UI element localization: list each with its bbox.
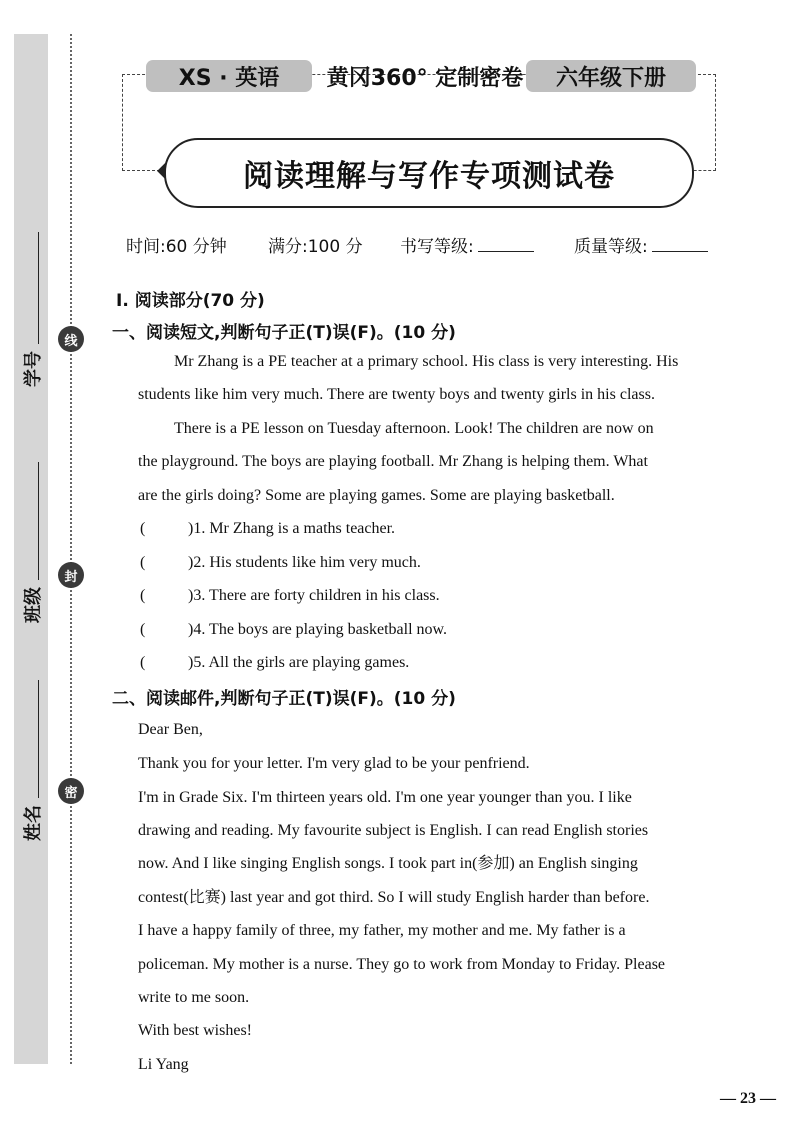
answer-blank[interactable]: ( xyxy=(140,520,146,537)
passage-line: There is a PE lesson on Tuesday afternoon. Look! The children are now on xyxy=(174,420,654,437)
letter-line: policeman. My mother is a nurse. They go to work from Monday to Friday. Please xyxy=(138,956,666,973)
answer-blank[interactable]: ( xyxy=(140,554,146,571)
writing-grade xyxy=(400,232,534,257)
question-text: The boys are playing basketball now. xyxy=(209,621,448,638)
seal-seal-mark: 封 xyxy=(58,562,84,588)
question-item xyxy=(140,553,421,573)
passage-line: are the girls doing? Some are playing games. Some are playing basketball. xyxy=(138,487,615,504)
question-number: )4. xyxy=(188,621,206,638)
quality-grade xyxy=(574,232,708,257)
letter-line: now. And I like singing English songs. I took part in(参加) an English singing xyxy=(138,855,638,872)
student-no-label: 学号 xyxy=(23,351,44,387)
question-item xyxy=(140,586,440,606)
section1-heading: 一、阅读短文,判断句子正(T)误(F)。(10 分) xyxy=(112,323,456,343)
class-label: 班级 xyxy=(23,587,44,623)
seal-secret-mark: 密 xyxy=(58,778,84,804)
time-info: 时间:60 分钟 xyxy=(126,237,227,257)
page-number: — 23 — xyxy=(720,1090,776,1107)
question-text: All the girls are playing games. xyxy=(208,654,410,671)
question-text: There are forty children in his class. xyxy=(209,587,440,604)
letter-line: With best wishes! xyxy=(138,1022,253,1039)
question-text: His students like him very much. xyxy=(209,554,421,571)
question-item xyxy=(140,519,395,539)
student-no-field[interactable] xyxy=(38,232,39,344)
letter-line: Thank you for your letter. I'm very glad to be your penfriend. xyxy=(138,755,530,772)
part1-heading: Ⅰ. 阅读部分(70 分) xyxy=(116,291,265,311)
letter-line: I have a happy family of three, my father, my mother and me. My father is a xyxy=(138,922,626,939)
page-title: 阅读理解与写作专项测试卷 xyxy=(164,138,694,208)
seal-line-mark: 线 xyxy=(58,326,84,352)
question-item xyxy=(140,620,447,640)
question-number: )2. xyxy=(188,554,206,571)
letter-line: drawing and reading. My favourite subject is English. I can read English stories xyxy=(138,822,649,839)
question-number: )1. xyxy=(188,520,206,537)
name-label: 姓名 xyxy=(23,805,44,841)
letter-line: I'm in Grade Six. I'm thirteen years old. I'm one year younger than you. I like xyxy=(138,789,632,806)
series-name: 黄冈360° 定制密卷 xyxy=(326,65,524,91)
writing-grade-label: 书写等级: xyxy=(400,237,474,257)
answer-blank[interactable]: ( xyxy=(140,654,146,671)
quality-grade-blank[interactable] xyxy=(652,251,708,252)
answer-blank[interactable]: ( xyxy=(140,621,146,638)
class-field[interactable] xyxy=(38,462,39,580)
letter-line: Dear Ben, xyxy=(138,721,203,738)
full-marks-info: 满分:100 分 xyxy=(268,237,363,257)
passage-line: students like him very much. There are twenty boys and twenty girls in his class. xyxy=(138,386,655,403)
binding-margin xyxy=(14,34,48,1064)
question-text: Mr Zhang is a maths teacher. xyxy=(209,520,396,537)
name-field[interactable] xyxy=(38,680,39,798)
passage-line: Mr Zhang is a PE teacher at a primary school. His class is very interesting. His xyxy=(174,353,679,370)
answer-blank[interactable]: ( xyxy=(140,587,146,604)
passage-line: the playground. The boys are playing football. Mr Zhang is helping them. What xyxy=(138,453,648,470)
section2-heading: 二、阅读邮件,判断句子正(T)误(F)。(10 分) xyxy=(112,689,456,709)
quality-grade-label: 质量等级: xyxy=(574,237,648,257)
question-number: )5. xyxy=(188,654,206,671)
writing-grade-blank[interactable] xyxy=(478,251,534,252)
letter-line: contest(比赛) last year and got third. So I will study English harder than before. xyxy=(138,889,650,906)
cut-line xyxy=(70,34,72,1064)
grade-pill: 六年级下册 xyxy=(526,60,696,92)
question-number: )3. xyxy=(188,587,206,604)
subject-pill: XS · 英语 xyxy=(146,60,312,92)
question-item xyxy=(140,653,409,673)
letter-signature: Li Yang xyxy=(138,1056,189,1073)
letter-line: write to me soon. xyxy=(138,989,250,1006)
